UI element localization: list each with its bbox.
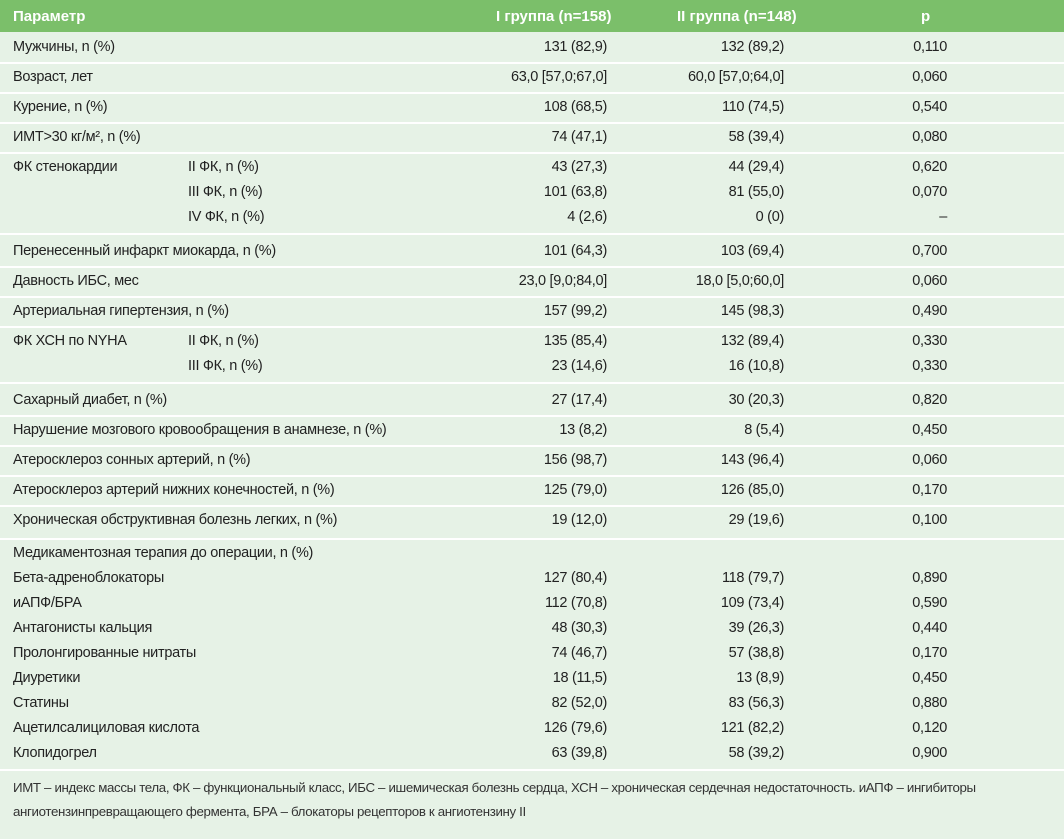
header-p: p <box>921 8 931 25</box>
row-p-value: 0,590 <box>912 595 947 611</box>
row-group2-value: 109 (73,4) <box>720 595 784 611</box>
header-param: Параметр <box>13 8 86 25</box>
row-group1-value: 101 (64,3) <box>543 243 607 259</box>
row-separator <box>0 296 1064 298</box>
row-p-value: 0,440 <box>912 620 947 636</box>
row-param: Статины <box>13 695 69 711</box>
row-param: Давность ИБС, мес <box>13 273 139 289</box>
row-group1-value: 112 (70,8) <box>544 595 607 611</box>
row-param: иАПФ/БРА <box>13 595 82 611</box>
row-p-value: 0,880 <box>912 695 947 711</box>
row-p-value: 0,330 <box>912 358 947 374</box>
row-param: Хроническая обструктивная болезнь легких, n (%) <box>13 512 338 528</box>
row-p-value: 0,120 <box>912 720 947 736</box>
row-group1-value: 126 (79,6) <box>543 720 607 736</box>
row-param: Мужчины, n (%) <box>13 39 115 55</box>
row-param: Артериальная гипертензия, n (%) <box>13 303 229 319</box>
row-group1-value: 156 (98,7) <box>543 452 607 468</box>
row-group1-value: 43 (27,3) <box>551 159 607 175</box>
row-p-value: 0,820 <box>912 392 947 408</box>
row-p-value: 0,080 <box>912 129 947 145</box>
row-group2-value: 145 (98,3) <box>720 303 784 319</box>
row-separator <box>0 266 1064 268</box>
row-param: Бета-адреноблокаторы <box>13 570 164 586</box>
row-group1-value: 125 (79,0) <box>543 482 607 498</box>
row-p-value: 0,170 <box>912 645 947 661</box>
row-p-value: 0,070 <box>912 184 947 200</box>
table-header <box>0 0 1064 32</box>
row-param: ИМТ>30 кг/м², n (%) <box>13 129 141 145</box>
row-param: ФК стенокардии <box>13 159 118 175</box>
row-p-value: 0,450 <box>912 670 947 686</box>
row-param: Антагонисты кальция <box>13 620 153 636</box>
row-param: Диуретики <box>13 670 81 686</box>
row-group2-value: 83 (56,3) <box>728 695 784 711</box>
row-group1-value: 74 (46,7) <box>551 645 607 661</box>
row-group2-value: 118 (79,7) <box>721 570 784 586</box>
row-param: Клопидогрел <box>13 745 97 761</box>
row-p-value: 0,450 <box>912 422 947 438</box>
row-p-value: 0,060 <box>912 69 947 85</box>
row-group1-value: 82 (52,0) <box>551 695 607 711</box>
row-param: Атеросклероз артерий нижних конечностей, n (%) <box>13 482 335 498</box>
row-p-value: 0,540 <box>912 99 947 115</box>
row-group2-value: 13 (8,9) <box>736 670 784 686</box>
row-group1-value: 101 (63,8) <box>543 184 607 200</box>
row-subparam: II ФК, n (%) <box>188 159 259 175</box>
row-group2-value: 126 (85,0) <box>720 482 784 498</box>
row-separator <box>0 233 1064 235</box>
row-group2-value: 16 (10,8) <box>728 358 784 374</box>
row-group1-value: 13 (8,2) <box>559 422 607 438</box>
row-separator <box>0 62 1064 64</box>
row-group2-value: 81 (55,0) <box>728 184 784 200</box>
row-p-value: 0,490 <box>912 303 947 319</box>
row-param: Перенесенный инфаркт миокарда, n (%) <box>13 243 276 259</box>
row-subparam: IV ФК, n (%) <box>188 209 265 225</box>
row-group2-value: 103 (69,4) <box>720 243 784 259</box>
row-group2-value: 44 (29,4) <box>728 159 784 175</box>
row-group1-value: 127 (80,4) <box>543 570 607 586</box>
row-param: Возраст, лет <box>13 69 93 85</box>
row-group1-value: 27 (17,4) <box>551 392 607 408</box>
row-param: Медикаментозная терапия до операции, n (%) <box>13 545 314 561</box>
row-subparam: III ФК, n (%) <box>188 358 263 374</box>
footnote: ИМТ – индекс массы тела, ФК – функциональный класс, ИБС – ишемическая болезнь сердца, ХСН – хроническая сердечная недостаточность. иАПФ – ингибиторы ангиотензинпревращающего фермента, БРА – блокаторы рецепторов к ангиотензину II <box>13 780 976 819</box>
row-param: Сахарный диабет, n (%) <box>13 392 167 408</box>
row-p-value: 0,700 <box>912 243 947 259</box>
row-param: Нарушение мозгового кровообращения в анамнезе, n (%) <box>13 422 387 438</box>
row-separator <box>0 382 1064 384</box>
row-group2-value: 18,0 [5,0;60,0] <box>695 273 784 289</box>
row-group2-value: 143 (96,4) <box>720 452 784 468</box>
row-group2-value: 58 (39,2) <box>728 745 784 761</box>
row-separator <box>0 538 1064 540</box>
row-separator <box>0 326 1064 328</box>
row-group1-value: 18 (11,5) <box>552 670 607 686</box>
row-param: ФК ХСН по NYHA <box>13 333 127 349</box>
row-group1-value: 48 (30,3) <box>551 620 607 636</box>
row-group2-value: 60,0 [57,0;64,0] <box>688 69 784 85</box>
row-group2-value: 29 (19,6) <box>728 512 784 528</box>
row-group2-value: 0 (0) <box>755 209 784 225</box>
row-group1-value: 131 (82,9) <box>543 39 607 55</box>
row-group1-value: 23,0 [9,0;84,0] <box>518 273 607 289</box>
row-p-value: 0,170 <box>912 482 947 498</box>
row-separator <box>0 475 1064 477</box>
row-p-value: 0,620 <box>912 159 947 175</box>
row-separator <box>0 122 1064 124</box>
row-param: Курение, n (%) <box>13 99 108 115</box>
row-p-value: 0,330 <box>912 333 947 349</box>
row-group2-value: 30 (20,3) <box>728 392 784 408</box>
header-group1: I группа (n=158) <box>496 8 612 25</box>
row-p-value: 0,060 <box>912 273 947 289</box>
row-separator <box>0 445 1064 447</box>
row-p-value: 0,060 <box>912 452 947 468</box>
row-p-value: 0,110 <box>913 39 947 55</box>
row-p-value: 0,890 <box>912 570 947 586</box>
row-separator <box>0 769 1064 771</box>
row-group1-value: 135 (85,4) <box>543 333 607 349</box>
row-group2-value: 121 (82,2) <box>720 720 784 736</box>
row-p-value: 0,900 <box>912 745 947 761</box>
row-param: Пролонгированные нитраты <box>13 645 196 661</box>
row-group2-value: 39 (26,3) <box>728 620 784 636</box>
row-group2-value: 58 (39,4) <box>728 129 784 145</box>
row-subparam: III ФК, n (%) <box>188 184 263 200</box>
row-subparam: II ФК, n (%) <box>188 333 259 349</box>
row-group2-value: 132 (89,4) <box>720 333 784 349</box>
row-group2-value: 57 (38,8) <box>728 645 784 661</box>
row-p-value: 0,100 <box>912 512 947 528</box>
row-group2-value: 110 (74,5) <box>721 99 784 115</box>
row-group1-value: 19 (12,0) <box>551 512 607 528</box>
row-group2-value: 8 (5,4) <box>744 422 784 438</box>
row-separator <box>0 152 1064 154</box>
row-group1-value: 63,0 [57,0;67,0] <box>511 69 607 85</box>
row-param: Атеросклероз сонных артерий, n (%) <box>13 452 251 468</box>
row-separator <box>0 415 1064 417</box>
row-group1-value: 63 (39,8) <box>551 745 607 761</box>
row-group1-value: 108 (68,5) <box>543 99 607 115</box>
row-separator <box>0 505 1064 507</box>
header-group2: II группа (n=148) <box>677 8 797 25</box>
row-p-value: – <box>939 209 947 225</box>
row-group1-value: 157 (99,2) <box>543 303 607 319</box>
row-group1-value: 4 (2,6) <box>567 209 607 225</box>
row-group1-value: 74 (47,1) <box>551 129 607 145</box>
row-param: Ацетилсалициловая кислота <box>13 720 200 736</box>
row-separator <box>0 92 1064 94</box>
row-group2-value: 132 (89,2) <box>720 39 784 55</box>
row-group1-value: 23 (14,6) <box>551 358 607 374</box>
